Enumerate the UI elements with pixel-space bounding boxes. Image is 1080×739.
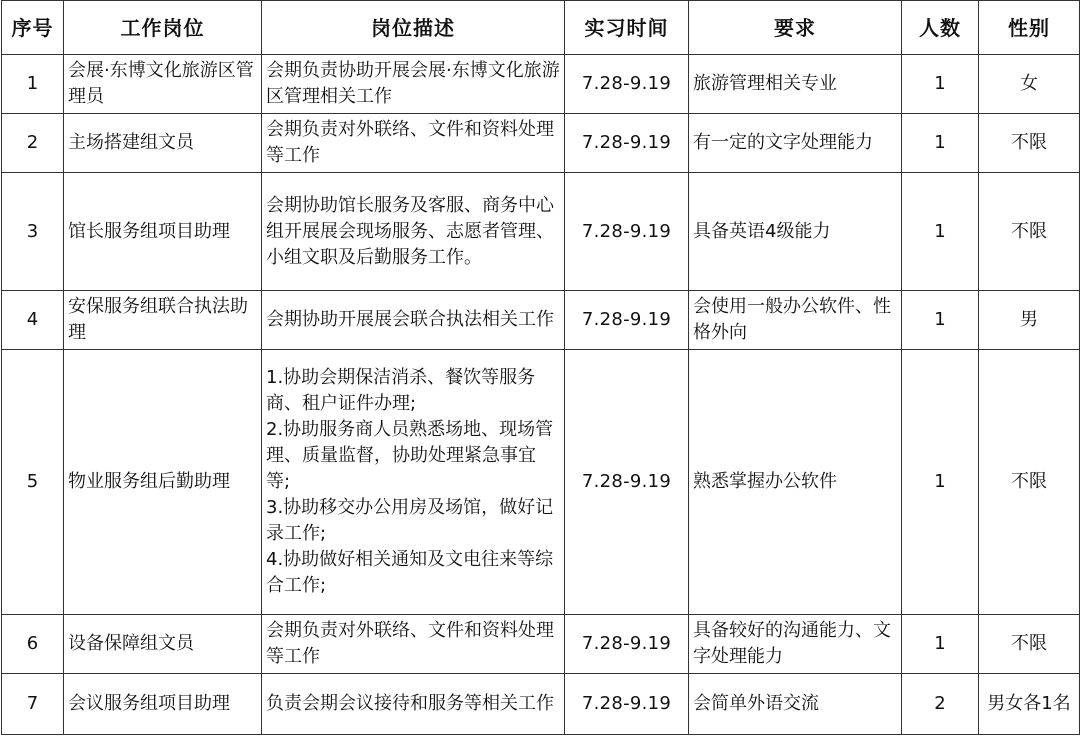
requirement-cell: 具备较好的沟通能力、文字处理能力 bbox=[689, 615, 902, 674]
header-requirement: 要求 bbox=[689, 1, 902, 55]
description-line: 1.协助会期保洁消杀、餐饮等服务商、租户证件办理; bbox=[266, 367, 536, 414]
gender-cell: 不限 bbox=[979, 114, 1080, 173]
description-line: 4.协助做好相关通知及文电往来等综合工作; bbox=[266, 549, 554, 596]
count-cell: 1 bbox=[902, 350, 979, 615]
requirement-cell: 有一定的文字处理能力 bbox=[689, 114, 902, 173]
table-row bbox=[2, 291, 1080, 350]
requirement-cell: 熟悉掌握办公软件 bbox=[689, 350, 902, 615]
description-cell bbox=[262, 615, 565, 674]
requirement-cell: 旅游管理相关专业 bbox=[689, 55, 902, 114]
row-number: 7 bbox=[2, 674, 64, 735]
header-count: 人数 bbox=[902, 1, 979, 55]
description-line: 会期负责协助开展会展·东博文化旅游区管理相关工作 bbox=[266, 60, 560, 107]
description-cell bbox=[262, 114, 565, 173]
requirement-cell: 会简单外语交流 bbox=[689, 674, 902, 735]
position-cell: 馆长服务组项目助理 bbox=[64, 173, 262, 291]
description-cell bbox=[262, 55, 565, 114]
header-gender: 性别 bbox=[979, 1, 1080, 55]
count-cell: 1 bbox=[902, 615, 979, 674]
header-no: 序号 bbox=[2, 1, 64, 55]
gender-cell: 不限 bbox=[979, 173, 1080, 291]
table-row bbox=[2, 674, 1080, 735]
row-number: 5 bbox=[2, 350, 64, 615]
period-cell: 7.28-9.19 bbox=[565, 674, 689, 735]
table-row bbox=[2, 615, 1080, 674]
count-cell: 2 bbox=[902, 674, 979, 735]
row-number: 3 bbox=[2, 173, 64, 291]
period-cell: 7.28-9.19 bbox=[565, 114, 689, 173]
gender-cell: 不限 bbox=[979, 615, 1080, 674]
count-cell: 1 bbox=[902, 55, 979, 114]
table-row bbox=[2, 114, 1080, 173]
period-cell: 7.28-9.19 bbox=[565, 55, 689, 114]
position-cell: 物业服务组后勤助理 bbox=[64, 350, 262, 615]
row-number: 2 bbox=[2, 114, 64, 173]
description-line: 会期负责对外联络、文件和资料处理等工作 bbox=[266, 620, 554, 667]
description-line: 会期负责对外联络、文件和资料处理等工作 bbox=[266, 119, 554, 166]
description-cell bbox=[262, 674, 565, 735]
description-line: 2.协助服务商人员熟悉场地、现场管理、质量监督，协助处理紧急事宜等; bbox=[266, 419, 554, 492]
period-cell: 7.28-9.19 bbox=[565, 291, 689, 350]
position-cell: 安保服务组联合执法助理 bbox=[64, 291, 262, 350]
period-cell: 7.28-9.19 bbox=[565, 350, 689, 615]
description-line: 会期协助馆长服务及客服、商务中心组开展展会现场服务、志愿者管理、小组文职及后勤服务工作。 bbox=[266, 194, 554, 268]
requirement-cell: 会使用一般办公软件、性格外向 bbox=[689, 291, 902, 350]
table-row bbox=[2, 173, 1080, 291]
gender-cell: 女 bbox=[979, 55, 1080, 114]
header-period: 实习时间 bbox=[565, 1, 689, 55]
position-cell: 设备保障组文员 bbox=[64, 615, 262, 674]
gender-cell: 不限 bbox=[979, 350, 1080, 615]
count-cell: 1 bbox=[902, 173, 979, 291]
description-cell bbox=[262, 173, 565, 291]
count-cell: 1 bbox=[902, 114, 979, 173]
description-line: 会期协助开展展会联合执法相关工作 bbox=[266, 309, 554, 330]
row-number: 1 bbox=[2, 55, 64, 114]
position-cell: 会议服务组项目助理 bbox=[64, 674, 262, 735]
gender-cell: 男 bbox=[979, 291, 1080, 350]
period-cell: 7.28-9.19 bbox=[565, 615, 689, 674]
table-row bbox=[2, 55, 1080, 114]
position-cell: 会展·东博文化旅游区管理员 bbox=[64, 55, 262, 114]
row-number: 4 bbox=[2, 291, 64, 350]
description-line: 负责会期会议接待和服务等相关工作 bbox=[266, 693, 554, 714]
requirement-cell: 具备英语4级能力 bbox=[689, 173, 902, 291]
description-cell bbox=[262, 350, 565, 615]
header-row bbox=[2, 1, 1080, 55]
position-cell: 主场搭建组文员 bbox=[64, 114, 262, 173]
table-row bbox=[2, 350, 1080, 615]
row-number: 6 bbox=[2, 615, 64, 674]
header-position: 工作岗位 bbox=[64, 1, 262, 55]
description-cell bbox=[262, 291, 565, 350]
description-line: 3.协助移交办公用房及场馆，做好记录工作; bbox=[266, 497, 554, 544]
period-cell: 7.28-9.19 bbox=[565, 173, 689, 291]
internship-positions-table bbox=[1, 0, 1080, 735]
count-cell: 1 bbox=[902, 291, 979, 350]
gender-cell: 男女各1名 bbox=[979, 674, 1080, 735]
header-description: 岗位描述 bbox=[262, 1, 565, 55]
